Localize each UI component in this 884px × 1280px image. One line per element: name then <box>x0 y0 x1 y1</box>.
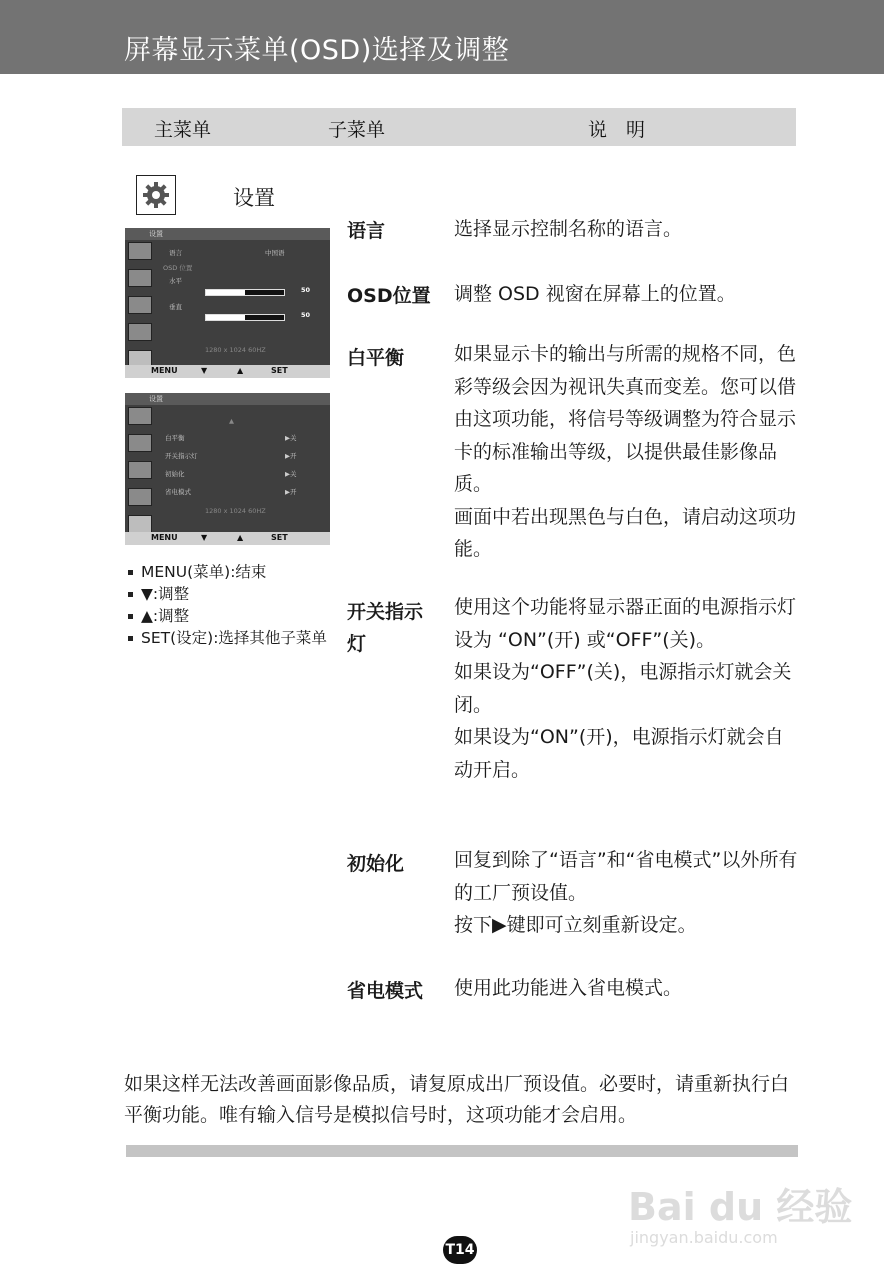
osd-footer <box>125 365 330 378</box>
osd-item-value: ▶开 <box>285 488 297 496</box>
term-power-saving: 省电模式 <box>347 980 424 1002</box>
osd-screen-position <box>125 228 330 378</box>
osd-footer <box>125 532 330 545</box>
display-icon <box>128 323 152 341</box>
osd-h-label: 水平 <box>169 277 182 285</box>
osd-h-slider <box>205 289 285 296</box>
term-white-balance: 白平衡 <box>347 347 405 369</box>
osd-item-label: 省电模式 <box>165 488 191 496</box>
osd-language-label: 语言 <box>169 249 182 257</box>
color-icon <box>128 434 152 452</box>
osd-menu-key: MENU <box>151 366 178 375</box>
osd-language-value: 中国语 <box>265 249 285 257</box>
osd-v-value: 50 <box>301 311 311 319</box>
osd-title: 设置 <box>125 228 330 240</box>
term-osd-position: OSD位置 <box>347 285 431 307</box>
picture-icon <box>128 242 152 260</box>
page-title: 屏幕显示菜单(OSD)选择及调整 <box>124 35 510 66</box>
osd-item-value: ▶开 <box>285 452 297 460</box>
up-arrow-icon: ▲ <box>237 533 244 542</box>
osd-item-label: 开关指示灯 <box>165 452 198 460</box>
position-icon <box>128 461 152 479</box>
osd-menu-key: MENU <box>151 533 178 542</box>
menu-title: 设置 <box>233 186 275 210</box>
watermark-url: jingyan.baidu.com <box>630 1228 778 1247</box>
osd-position-label: OSD 位置 <box>163 264 193 272</box>
osd-item-label: 初始化 <box>165 470 185 478</box>
column-main-menu: 主菜单 <box>154 119 212 141</box>
watermark-brand: Bai du 经验 <box>628 1185 853 1229</box>
down-arrow-icon: ▼ <box>201 366 208 375</box>
osd-item-value: ▶关 <box>285 470 297 478</box>
term-power-indicator: 开关指示灯 <box>347 601 424 655</box>
display-icon <box>128 488 152 506</box>
osd-set-key: SET <box>271 533 288 542</box>
bottom-divider <box>126 1145 798 1157</box>
column-header-bar <box>122 108 796 146</box>
osd-screen-settings <box>125 393 330 545</box>
column-description: 说 明 <box>588 119 646 141</box>
desc-reset: 回复到除了“语言”和“省电模式”以外所有的工厂预设值。 按下▶键即可立刻重新设定。 <box>454 849 798 936</box>
settings-gear-icon <box>136 175 176 215</box>
column-sub-menu: 子菜单 <box>328 119 386 141</box>
legend-item: MENU(菜单):结束 <box>126 561 336 583</box>
gear-icon <box>128 515 152 533</box>
desc-osd-position: 调整 OSD 视窗在屏幕上的位置。 <box>454 283 736 305</box>
page-number: T14 <box>443 1236 477 1264</box>
picture-icon <box>128 407 152 425</box>
osd-resolution: 1280 x 1024 60HZ <box>205 346 266 354</box>
desc-white-balance: 如果显示卡的输出与所需的规格不同，色彩等级会因为视讯失真而变差。您可以借由这项功能，将信号等级调整为符合显示卡的标准输出等级，以提供最佳影像品质。 画面中若出现黑色与白色，请启动这项功能。 <box>454 343 797 560</box>
legend-item: ▲:调整 <box>126 605 336 627</box>
osd-side-icons <box>128 407 152 542</box>
color-icon <box>128 269 152 287</box>
osd-item-label: 白平衡 <box>165 434 185 442</box>
osd-h-value: 50 <box>301 286 311 294</box>
scroll-up-icon: ▲ <box>229 417 234 425</box>
osd-title: 设置 <box>125 393 330 405</box>
key-legend <box>126 561 336 649</box>
osd-v-label: 垂直 <box>169 303 182 311</box>
term-reset: 初始化 <box>347 853 405 875</box>
term-language: 语言 <box>347 220 386 242</box>
legend-item: SET(设定):选择其他子菜单 <box>126 627 336 649</box>
position-icon <box>128 296 152 314</box>
osd-set-key: SET <box>271 366 288 375</box>
up-arrow-icon: ▲ <box>237 366 244 375</box>
desc-language: 选择显示控制名称的语言。 <box>454 218 683 240</box>
desc-power-saving: 使用此功能进入省电模式。 <box>454 977 683 999</box>
desc-power-indicator: 使用这个功能将显示器正面的电源指示灯设为 “ON”(开) 或“OFF”(关)。 如果设为“OFF”(关)，电源指示灯就会关闭。 如果设为“ON”(开)，电源指示灯就会自动开启。 <box>454 596 797 781</box>
osd-item-value: ▶关 <box>285 434 297 442</box>
legend-item: ▼:调整 <box>126 583 336 605</box>
osd-v-slider <box>205 314 285 321</box>
footnote: 如果这样无法改善画面影像品质，请复原成出厂预设值。必要时，请重新执行白平衡功能。唯有输入信号是模拟信号时，这项功能才会启用。 <box>124 1073 790 1126</box>
osd-side-icons <box>128 242 152 377</box>
page-header <box>0 0 884 74</box>
down-arrow-icon: ▼ <box>201 533 208 542</box>
osd-resolution: 1280 x 1024 60HZ <box>205 507 266 515</box>
